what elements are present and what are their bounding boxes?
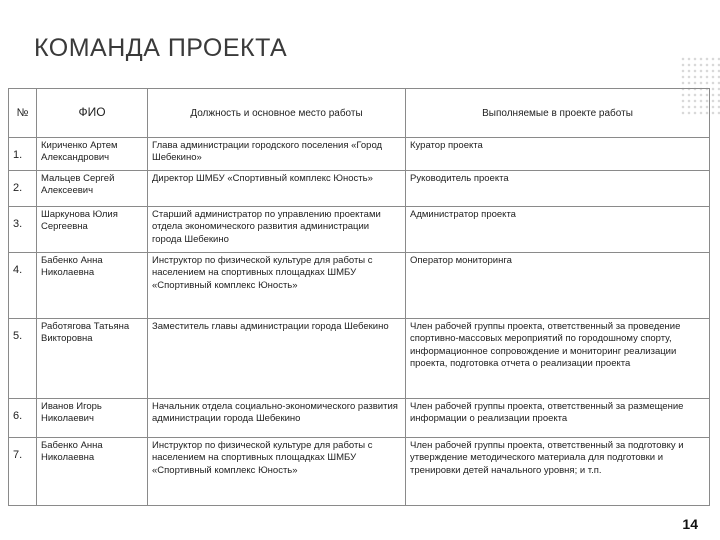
table-row — [9, 171, 710, 207]
row-number: 6. — [9, 399, 37, 438]
table-row — [9, 207, 710, 253]
table-row — [9, 399, 710, 438]
header-tasks: Выполняемые в проекте работы — [406, 89, 710, 138]
row-position: Инструктор по физической культуре для работы с населением на спортивных площадках ШМБУ «Спортивный комплекс Юность» — [148, 253, 406, 319]
slide-title: КОМАНДА ПРОЕКТА — [34, 34, 288, 62]
row-position: Начальник отдела социально-экономического развития администрации города Шебекино — [148, 399, 406, 438]
row-number: 2. — [9, 171, 37, 207]
row-task: Оператор мониторинга — [406, 253, 710, 319]
row-number: 4. — [9, 253, 37, 319]
page-number: 14 — [682, 516, 698, 532]
row-fio: Бабенко Анна Николаевна — [37, 253, 148, 319]
row-task: Куратор проекта — [406, 138, 710, 171]
row-position: Заместитель главы администрации города Шебекино — [148, 319, 406, 399]
header-position: Должность и основное место работы — [148, 89, 406, 138]
row-position: Старший администратор по управлению проектами отдела экономического развития администрации города Шебекино — [148, 207, 406, 253]
row-task: Член рабочей группы проекта, ответственный за размещение информации о реализации проекта — [406, 399, 710, 438]
header-number: № — [9, 89, 37, 138]
row-fio: Иванов Игорь Николаевич — [37, 399, 148, 438]
row-fio: Кириченко Артем Александрович — [37, 138, 148, 171]
table-row — [9, 319, 710, 399]
row-fio: Бабенко Анна Николаевна — [37, 438, 148, 506]
header-fio: ФИО — [37, 89, 148, 138]
row-task: Администратор проекта — [406, 207, 710, 253]
table-header-row — [9, 89, 710, 138]
table-row — [9, 438, 710, 506]
table-row — [9, 253, 710, 319]
table-row — [9, 138, 710, 171]
row-task: Член рабочей группы проекта, ответственный за проведение спортивно-массовых мероприятий по городошному спорту, информационное сопровождение и мониторинг реализации проекта, подготовка отчета о реализации проекта — [406, 319, 710, 399]
row-fio: Шаркунова Юлия Сергеевна — [37, 207, 148, 253]
row-position: Глава администрации городского поселения «Город Шебекино» — [148, 138, 406, 171]
row-task: Руководитель проекта — [406, 171, 710, 207]
row-position: Директор ШМБУ «Спортивный комплекс Юность» — [148, 171, 406, 207]
row-number: 3. — [9, 207, 37, 253]
row-position: Инструктор по физической культуре для работы с населением на спортивных площадках ШМБУ «Спортивный комплекс Юность» — [148, 438, 406, 506]
row-number: 1. — [9, 138, 37, 171]
project-team-table — [8, 88, 710, 506]
row-task: Член рабочей группы проекта, ответственный за подготовку и утверждение методического материала для подготовки и тренировки детей начального уровня; и т.п. — [406, 438, 710, 506]
row-number: 7. — [9, 438, 37, 506]
row-fio: Мальцев Сергей Алексеевич — [37, 171, 148, 207]
row-number: 5. — [9, 319, 37, 399]
row-fio: Работягова Татьяна Викторовна — [37, 319, 148, 399]
